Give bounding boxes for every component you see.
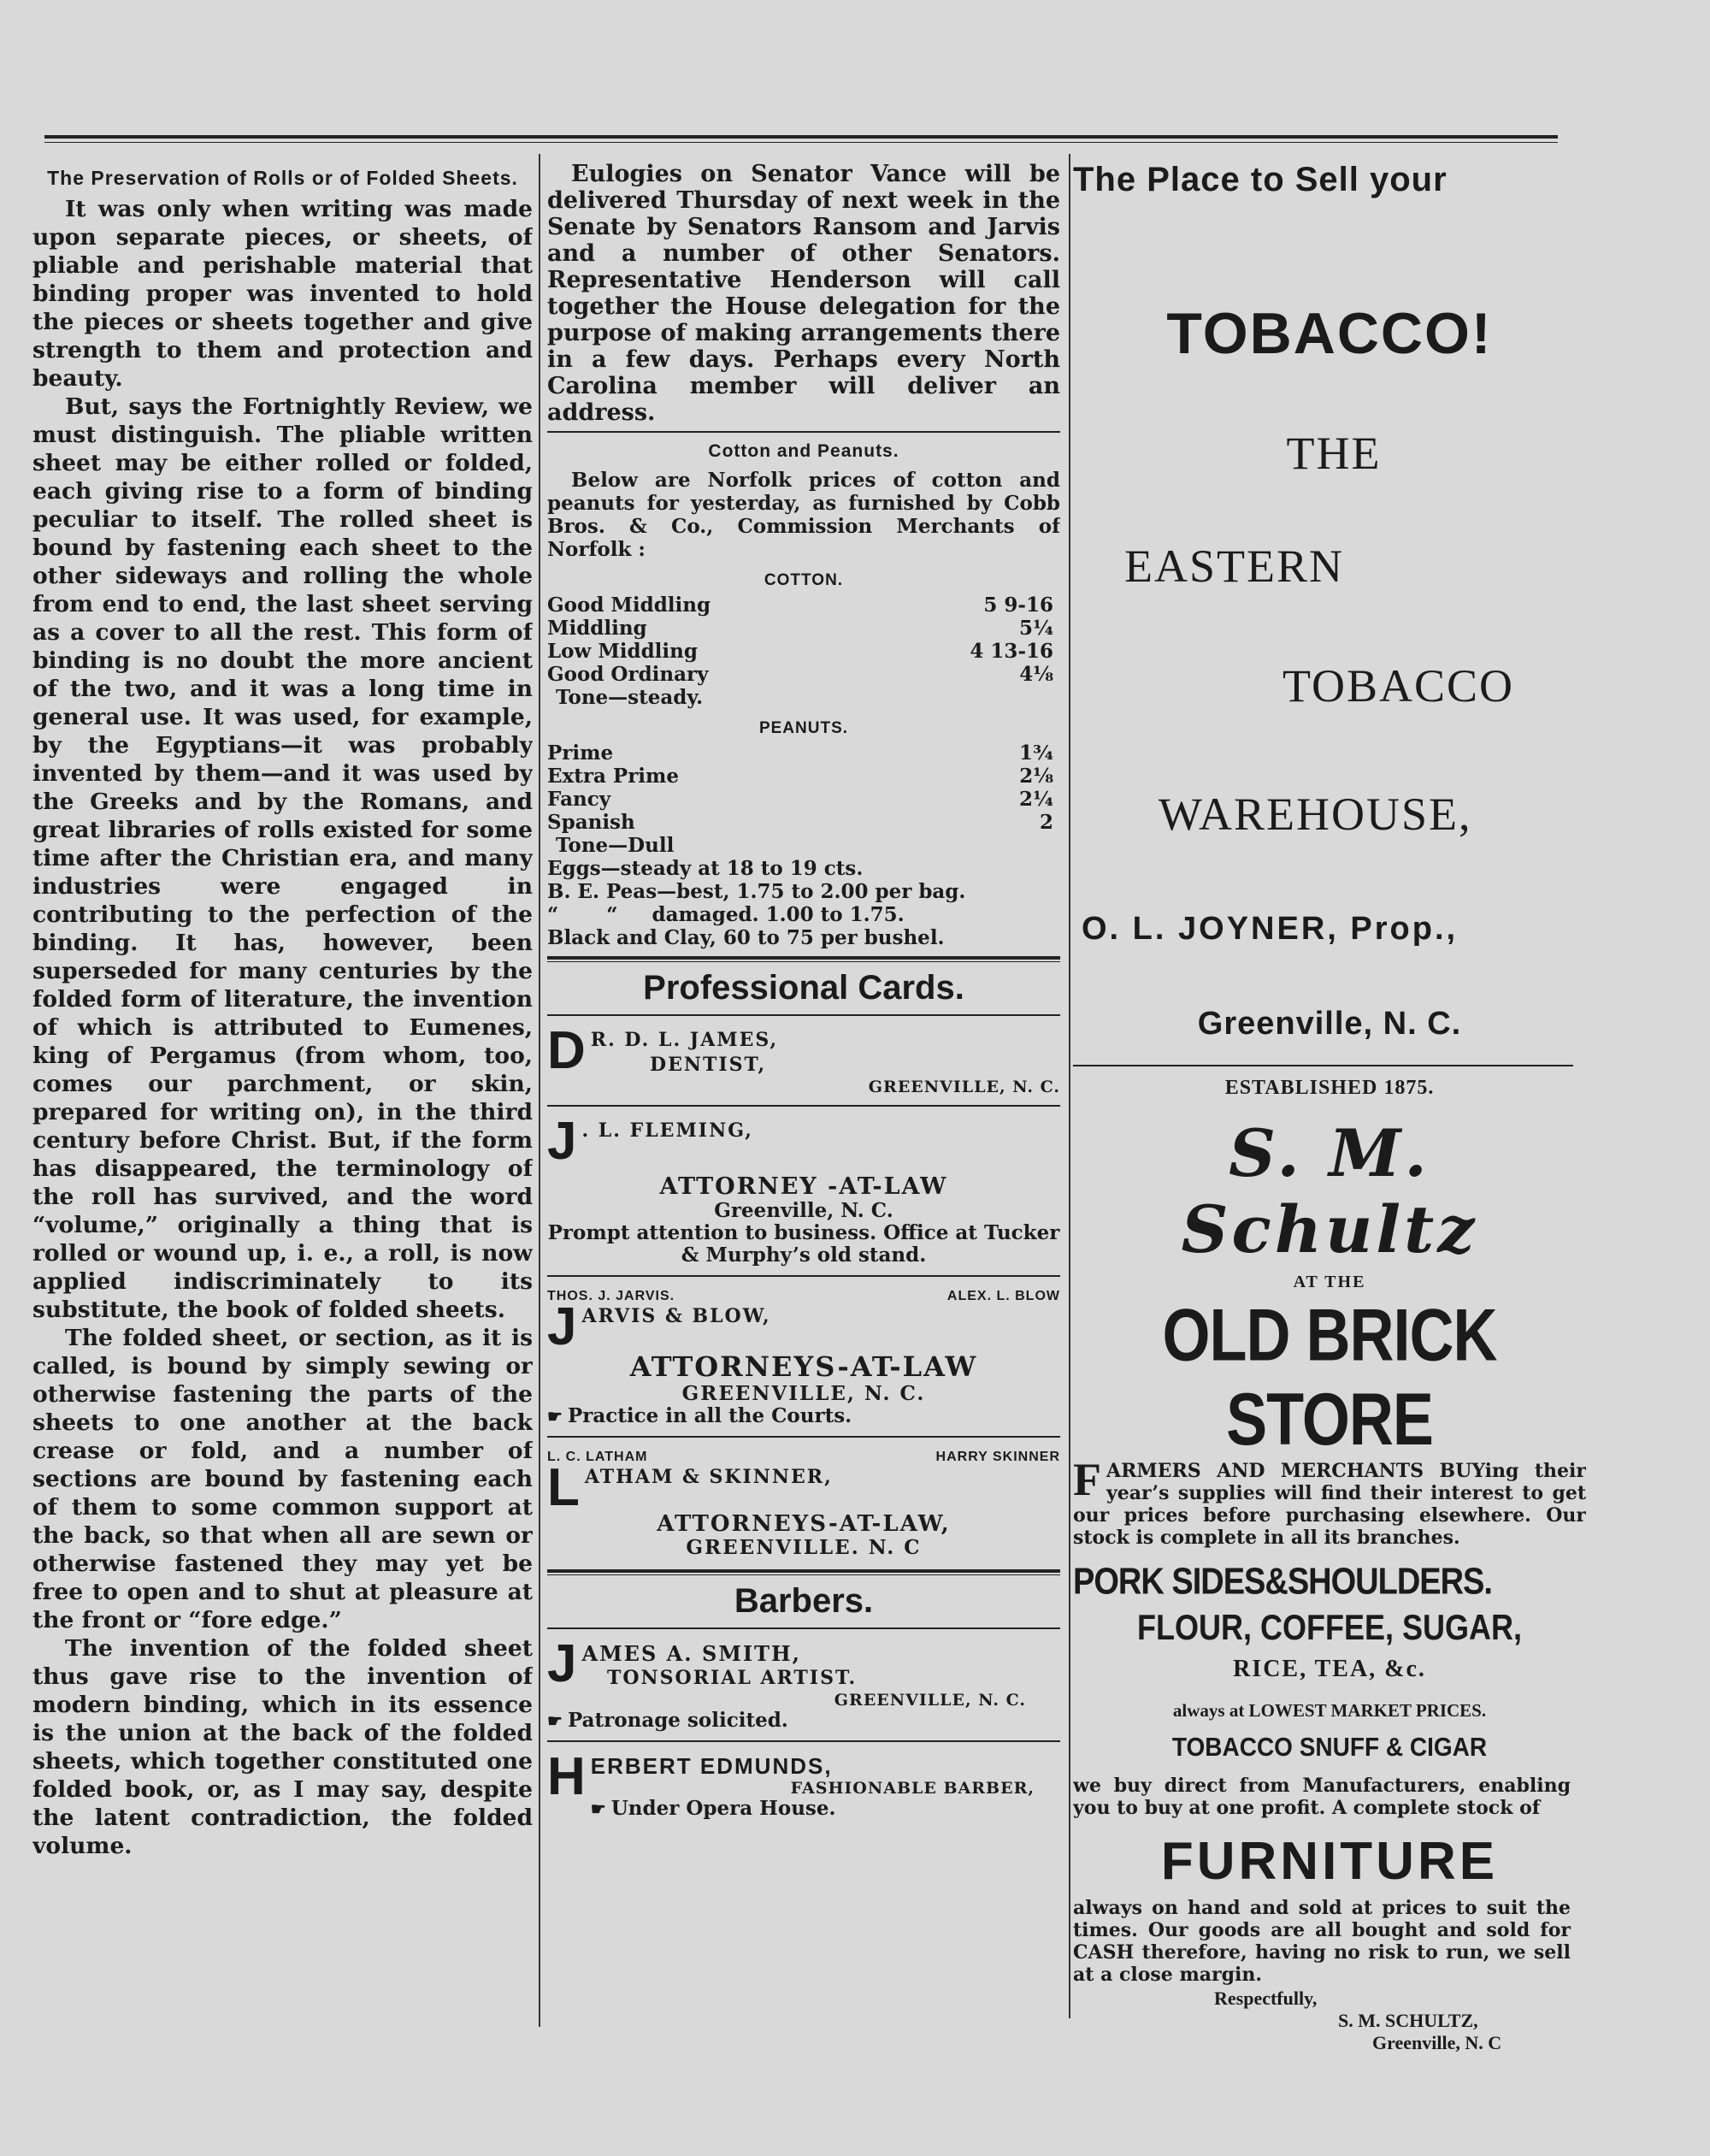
drop-cap: J (547, 1634, 577, 1693)
card-name: ERBERT EDMUNDS, (590, 1753, 833, 1779)
ad-respectfully: Respectfully, (1214, 1988, 1318, 2009)
column-divider-2 (1069, 154, 1070, 2018)
peas-best-line: B. E. Peas—best, 1.75 to 2.00 per bag. (547, 880, 966, 903)
divider (547, 1014, 1060, 1016)
card-place: GREENVILLE, N. C. (681, 1382, 926, 1405)
article-paragraph-2: But, says the Fortnightly Review, we must distinguish. The pliable written sheet may be either rolled or folded, each giving rise to a form of binding peculiar to itself. The rolled sheet is bound by fastening each sheet to the other sideways and rolling the whole from end to end, the last sheet serving as a cover to all the rest. This form of binding is no doubt the more ancient of the two, and it was a long time in general use. It was used, for example, by the Egyptians—it was probably invented by them—and it was used by the Greeks and by the Romans, and great libraries of rolls existed for some time after the Christian era, and many industries were engaged in contributing to the perfection of the binding. It has, however, been superseded for many centuries by the folded form of literature, the invention of which is attributed to Eumenes, king of Pergamus (from whom, too, comes our parchment, or skin, prepared for writing on), in the third century before Christ. But, if the form has disappeared, the terminology of the roll has survived, and the word “volume,” originally a thing that is rolled or wound up, i. e., a roll, is now applied indiscriminately to its substitute, the book of folded sheets. (32, 393, 533, 1323)
partner-right: ALEX. L. BLOW (946, 1289, 1060, 1303)
card-title: ATTORNEYS-AT-LAW (629, 1350, 978, 1383)
ad-tobacco: TOBACCO (1282, 660, 1515, 712)
card-name: . L. FLEMING, (581, 1119, 753, 1142)
price-row: Middling 5¼ (547, 617, 1053, 640)
drop-cap: J (547, 1112, 577, 1171)
drop-cap: F (1073, 1454, 1101, 1505)
ad-rice: RICE, TEA, &c. (1233, 1656, 1426, 1682)
pointing-hand-icon: ☛ (547, 1406, 563, 1427)
ad-old-brick-store: OLD BRICK STORE (1162, 1294, 1497, 1462)
column-news-cards (547, 161, 1060, 2051)
ad-schultz-name: S. M. Schultz (1181, 1115, 1478, 1267)
card-place: GREENVILLE, N. C. (868, 1078, 1060, 1096)
card-note: Prompt attention to business. Office at Tucker & Murphy’s old stand. (547, 1221, 1060, 1267)
ad-farmers-text: ARMERS AND MERCHANTS BUYing their year’s supplies will find their interest to get our prices before purchasing elsewhere. Our stock is complete in all its branches. (1073, 1460, 1586, 1549)
card-edmunds (547, 1747, 1060, 1823)
ad-established: ESTABLISHED 1875. (1224, 1077, 1435, 1099)
divider (547, 956, 1060, 960)
ad-greenville: Greenville, N. C. (1197, 1006, 1462, 1042)
divider (547, 1275, 1060, 1277)
pointing-hand-icon: ☛ (547, 1710, 563, 1731)
card-name: R. D. L. JAMES, (590, 1029, 779, 1051)
card-place: GREENVILLE, N. C. (834, 1691, 1026, 1710)
vance-eulogy-paragraph: Eulogies on Senator Vance will be delivered Thursday of next week in the Senate by Senators Ransom and Jarvis and a number of other Senators. Representative Henderson will call together the House delegation for the purpose of making arrangements there in a few days. Perhaps every North Carolina member will deliver an address. (547, 161, 1060, 426)
peanuts-tone: Tone—Dull (556, 834, 675, 857)
drop-cap: D (547, 1021, 586, 1080)
column-divider-1 (539, 154, 540, 2027)
partner-right: HARRY SKINNER (935, 1450, 1060, 1464)
ad-place-line: The Place to Sell your (1073, 161, 1448, 198)
ad-tobacco-headline: TOBACCO! (1166, 301, 1493, 366)
ad-the: THE (1286, 428, 1382, 479)
price-row: Low Middling 4 13-16 (547, 640, 1053, 663)
divider (1073, 1065, 1573, 1066)
article-paragraph-3: The folded sheet, or section, as it is called, is bound by simply sewing or otherwise fastening the parts of the sheets to one another at the back crease or fold, and a number of sections are bound by fastening each of them to some common support at the back, so that when all are sewn or otherwise fastened they may yet be free to open and to shut at pleasure at the front or “fore edge.” (32, 1325, 533, 1633)
drop-cap: J (547, 1297, 577, 1356)
ad-lowest-prices: always at LOWEST MARKET PRICES. (1172, 1700, 1487, 1721)
divider (547, 1574, 1060, 1575)
card-latham-skinner (547, 1443, 1060, 1562)
price-row: Good Ordinary 4⅛ (547, 663, 1053, 686)
card-james (547, 1021, 1060, 1100)
ad-signature-place: Greenville, N. C (1372, 2032, 1502, 2053)
card-title: TONSORIAL ARTIST. (607, 1667, 858, 1689)
card-name: AMES A. SMITH, (581, 1641, 801, 1666)
divider (547, 1436, 1060, 1438)
card-smith (547, 1634, 1060, 1735)
divider (547, 1740, 1060, 1742)
card-place: GREENVILLE. N. C (686, 1536, 922, 1559)
ad-at-the: AT THE (1293, 1273, 1366, 1291)
ad-direct-text: we buy direct from Manufacturers, enabling you to buy at one profit. A complete stock of (1073, 1775, 1571, 1819)
card-fleming (547, 1112, 1060, 1270)
article-title: The Preservation of Rolls or of Folded Sheets. (47, 167, 518, 189)
pointing-hand-icon: ☛ (590, 1799, 606, 1819)
card-title: DENTIST, (650, 1054, 767, 1076)
price-row: Extra Prime 2⅛ (547, 765, 1053, 788)
card-note: Practice in all the Courts. (567, 1404, 852, 1427)
ad-furniture: FURNITURE (1160, 1832, 1499, 1891)
card-jarvis-blow (547, 1282, 1060, 1431)
cotton-tone: Tone—steady. (556, 686, 704, 709)
price-row: Fancy 2¼ (547, 788, 1053, 811)
market-title: Cotton and Peanuts. (708, 441, 899, 461)
card-title: ATTORNEY -AT-LAW (659, 1173, 948, 1200)
divider (547, 1105, 1060, 1107)
market-intro: Below are Norfolk prices of cotton and peanuts for yesterday, as furnished by Cobb Bros. & Co., Commission Merchants of Norfolk : (547, 469, 1060, 561)
card-note: Patronage solicited. (567, 1709, 788, 1732)
ad-farmers-block (1073, 1454, 1586, 1549)
price-row: Spanish 2 (547, 811, 1053, 834)
article-paragraph-1: It was only when writing was made upon separate pieces, or sheets, of pliable and perishable material that binding proper was invented to hold the pieces or sheets together and give strength to them and protection and beauty. (32, 196, 533, 392)
top-rule-thin (44, 142, 1558, 143)
top-rule (44, 135, 1558, 139)
card-place: Greenville, N. C. (714, 1199, 893, 1222)
ad-flour: FLOUR, COFFEE, SUGAR, (1137, 1606, 1522, 1647)
card-name: ATHAM & SKINNER, (584, 1466, 833, 1488)
cotton-label: COTTON. (764, 571, 844, 589)
card-title: FASHIONABLE BARBER, (790, 1779, 1035, 1798)
article-paragraph-4: The invention of the folded sheet thus gave rise to the invention of modern binding, which in its essence is the union at the back of the folded sheets, which together constituted one folded book, or, as I may say, despite the latent contradiction, the folded volume. (32, 1635, 533, 1859)
price-row: Good Middling 5 9-16 (547, 594, 1053, 617)
column-article-preservation (32, 167, 533, 2048)
ad-tobacco-snuff: TOBACCO SNUFF & CIGAR (1171, 1732, 1488, 1762)
ad-always-hand-text: always on hand and sold at prices to suit the times. Our goods are all bought and sold for CASH therefore, having no risk to run, we sell at a close margin. (1073, 1897, 1571, 1986)
column-advertisements (1073, 154, 1586, 2070)
card-note: Under Opera House. (610, 1797, 836, 1820)
drop-cap: H (547, 1747, 586, 1806)
partner-left: L. C. LATHAM (547, 1450, 648, 1464)
divider (547, 431, 1060, 433)
professional-cards-title: Professional Cards. (643, 969, 964, 1007)
price-row: Prime 1¾ (547, 741, 1053, 765)
ad-eastern: EASTERN (1124, 540, 1344, 592)
peanut-price-list (547, 741, 1060, 834)
cotton-price-list (547, 594, 1060, 686)
eggs-line: Eggs—steady at 18 to 19 cts. (547, 857, 864, 880)
ad-warehouse: WAREHOUSE, (1159, 789, 1472, 840)
ad-proprietor: O. L. JOYNER, Prop., (1082, 911, 1459, 947)
drop-cap: L (547, 1458, 580, 1517)
divider (547, 961, 1060, 962)
ad-signature-name: S. M. SCHULTZ, (1338, 2010, 1478, 2031)
barbers-title: Barbers. (734, 1582, 874, 1620)
card-title: ATTORNEYS-AT-LAW, (657, 1511, 951, 1537)
peanuts-label: PEANUTS. (758, 719, 849, 737)
card-name: ARVIS & BLOW, (581, 1305, 771, 1327)
peas-damaged-line: “ “ damaged. 1.00 to 1.75. (547, 903, 905, 926)
black-clay-line: Black and Clay, 60 to 75 per bushel. (547, 926, 945, 949)
partner-left: THOS. J. JARVIS. (547, 1289, 675, 1303)
divider (547, 1627, 1060, 1629)
divider (547, 1569, 1060, 1573)
ad-pork: PORK SIDES&SHOULDERS. (1073, 1561, 1492, 1604)
